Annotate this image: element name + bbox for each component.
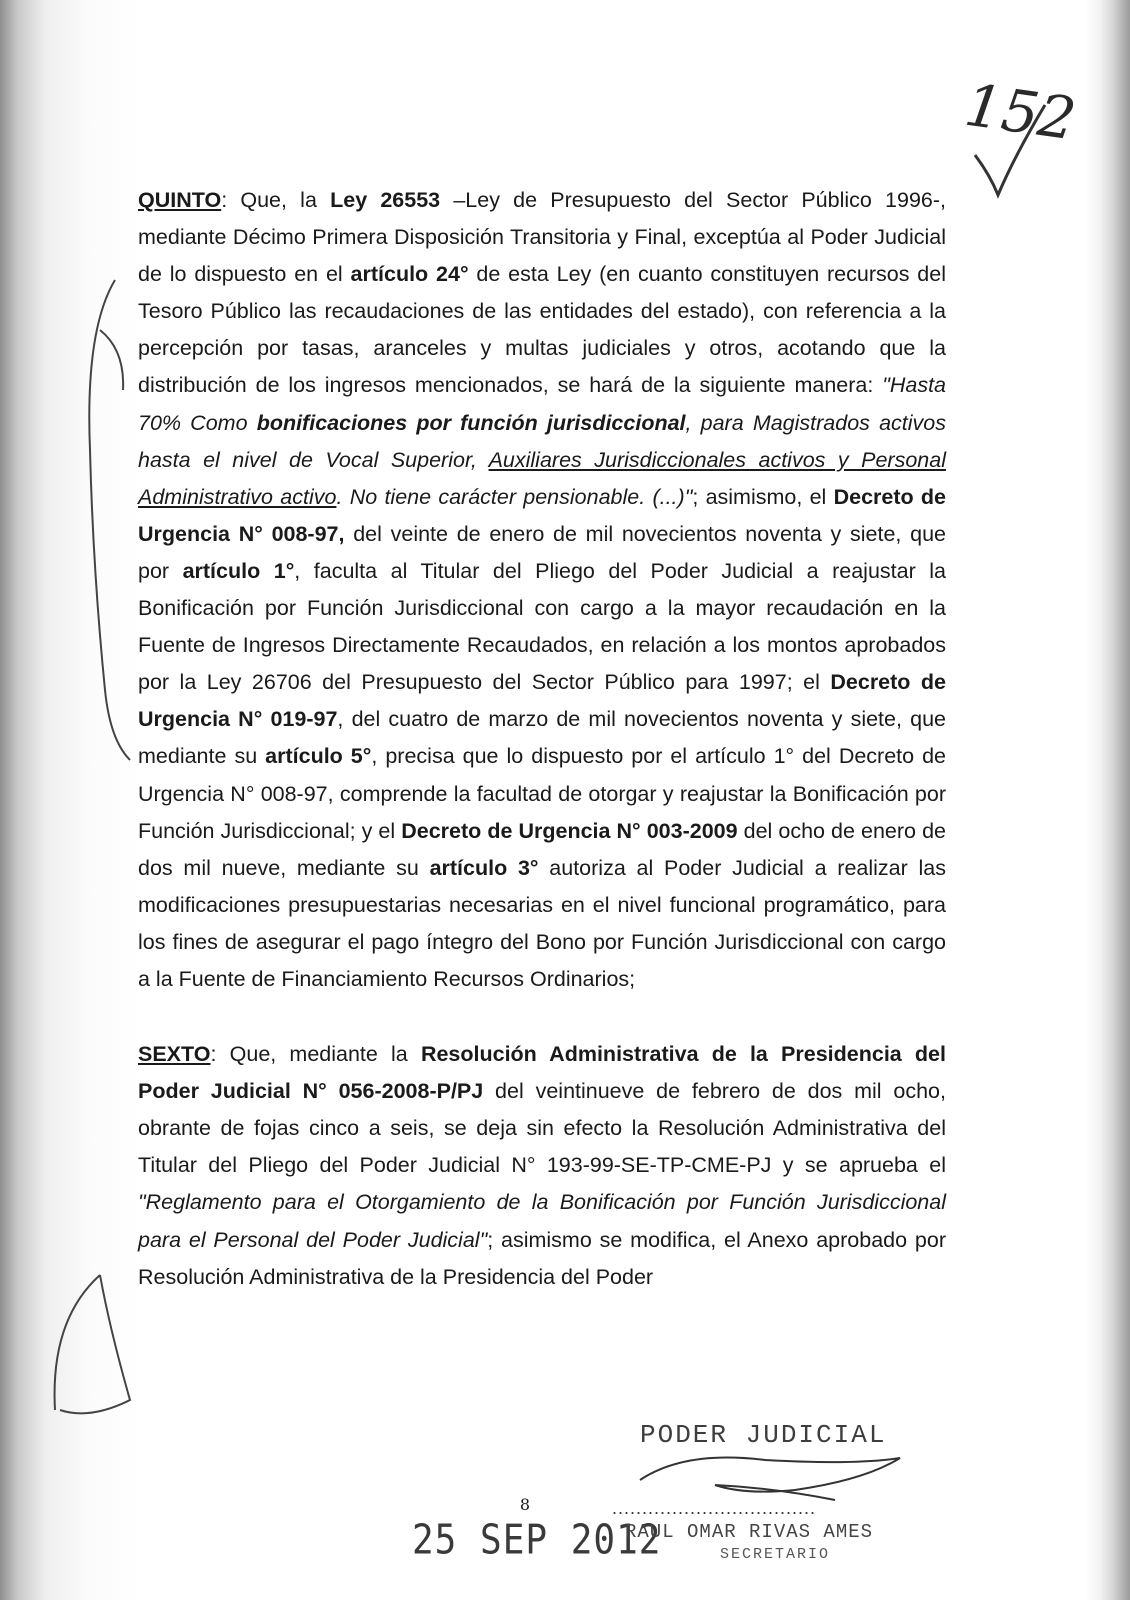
signature-line: .................................. (612, 1498, 817, 1518)
bold-run: Decreto de Urgencia N° 008-97, (138, 484, 947, 546)
bold-run: artículo 3° (429, 855, 539, 880)
document-body (138, 182, 946, 1296)
checkmark-mark (970, 95, 1050, 205)
bold-run: artículo 24° (350, 262, 469, 287)
text-run: ; asimismo se modifica, el Anexo aprobado por Resolución Administrativa de la Presidencia del Poder (138, 1227, 946, 1289)
text-run: del veintinueve de febrero de dos mil ocho, obrante de fojas cinco a seis, se deja sin efecto la Resolución Administrativa del Titular del Pliego del Poder Judicial N° 193-99-SE-TP-CME-PJ y se aprueba el (138, 1079, 946, 1178)
text-run: : Que, mediante la (210, 1042, 421, 1067)
text-run: de esta Ley (en cuanto constituyen recursos del Tesoro Público las recaudaciones de las entidades del estado), con referencia a la percepción por tasas, aranceles y multas judiciales y otros, acotando que la distribución de los ingresos mencionados, se hará de la siguiente manera: (138, 262, 946, 398)
margin-bracket-mark (75, 270, 145, 770)
stamp-date: 25 SEP 2012 (412, 1516, 662, 1565)
stamp-institution: PODER JUDICIAL (640, 1420, 887, 1450)
text-run: , faculta al Titular del Pliego del Poder Judicial a reajustar la Bonificación por Función Jurisdiccional con cargo a la mayor recaudación en la Fuente de Ingresos Directamente Recaudados, en relación a los montos aprobados por la Ley 26706 del Presupuesto del Sector Público para 1997; el (138, 558, 946, 695)
quote-run: , para Magistrados activos hasta el nivel de Vocal Superior, (138, 410, 946, 472)
bold-run: artículo 5° (265, 744, 372, 769)
heading-quinto: QUINTO (138, 188, 222, 212)
bold-run: Decreto de Urgencia N° 019-97 (138, 670, 947, 732)
text-run: ; asimismo, el (692, 484, 834, 509)
folio-number: 152 (960, 70, 1080, 154)
text-run: del ocho de enero de dos mil nueve, mediante su (138, 818, 946, 880)
margin-triangle-mark (40, 1270, 150, 1430)
text-run: , del cuatro de marzo de mil novecientos noventa y siete, que mediante su (138, 707, 946, 769)
bold-run: Decreto de Urgencia N° 003-2009 (401, 818, 738, 843)
heading-sexto: SEXTO (138, 1042, 211, 1067)
paragraph-quinto (138, 182, 946, 998)
page-number: 8 (519, 1495, 531, 1514)
text-run: del veinte de enero de mil novecientos noventa y siete, que por (138, 521, 946, 583)
quote-run: "Hasta 70% Como (138, 373, 946, 435)
stamp-name: RAUL OMAR RIVAS AMES (625, 1521, 874, 1543)
text-run: , precisa que lo dispuesto por el artículo 1° del Decreto de Urgencia N° 008-97, comprende la facultad de otorgar y reajustar la Bonificación por Función Jurisdiccional; y el (138, 744, 947, 843)
text-run: autoriza al Poder Judicial a realizar las modificaciones presupuestarias necesarias en el nivel funcional programático, para los fines de asegurar el pago íntegro del Bono por Función Jurisdiccional con cargo a la Fuente de Financiamiento Recursos Ordinarios; (138, 855, 947, 991)
quote-bold-run: bonificaciones por función jurisdiccional (256, 410, 686, 435)
text-run: : Que, la (221, 188, 331, 212)
paragraph-sexto (138, 1036, 946, 1296)
text-run: –Ley de Presupuesto del Sector Público 1996-, mediante Décimo Primera Disposición Transitoria y Final, exceptúa al Poder Judicial de lo dispuesto en el (138, 188, 947, 287)
bold-run: Ley 26553 (330, 188, 441, 212)
quote-run: "Reglamento para el Otorgamiento de la Bonificación por Función Jurisdiccional para el Personal del Poder Judicial" (138, 1190, 946, 1252)
bold-run: artículo 1° (182, 558, 295, 583)
stamp-role: SECRETARIO (720, 1546, 831, 1563)
quote-run: . No tiene carácter pensionable. (...)" (336, 484, 693, 509)
bold-run: Resolución Administrativa de la Presidencia del Poder Judicial N° 056-2008-P/PJ (138, 1042, 946, 1104)
quote-underlined-run: Auxiliares Jurisdiccionales activos y Personal Administrativo activo (138, 447, 946, 509)
